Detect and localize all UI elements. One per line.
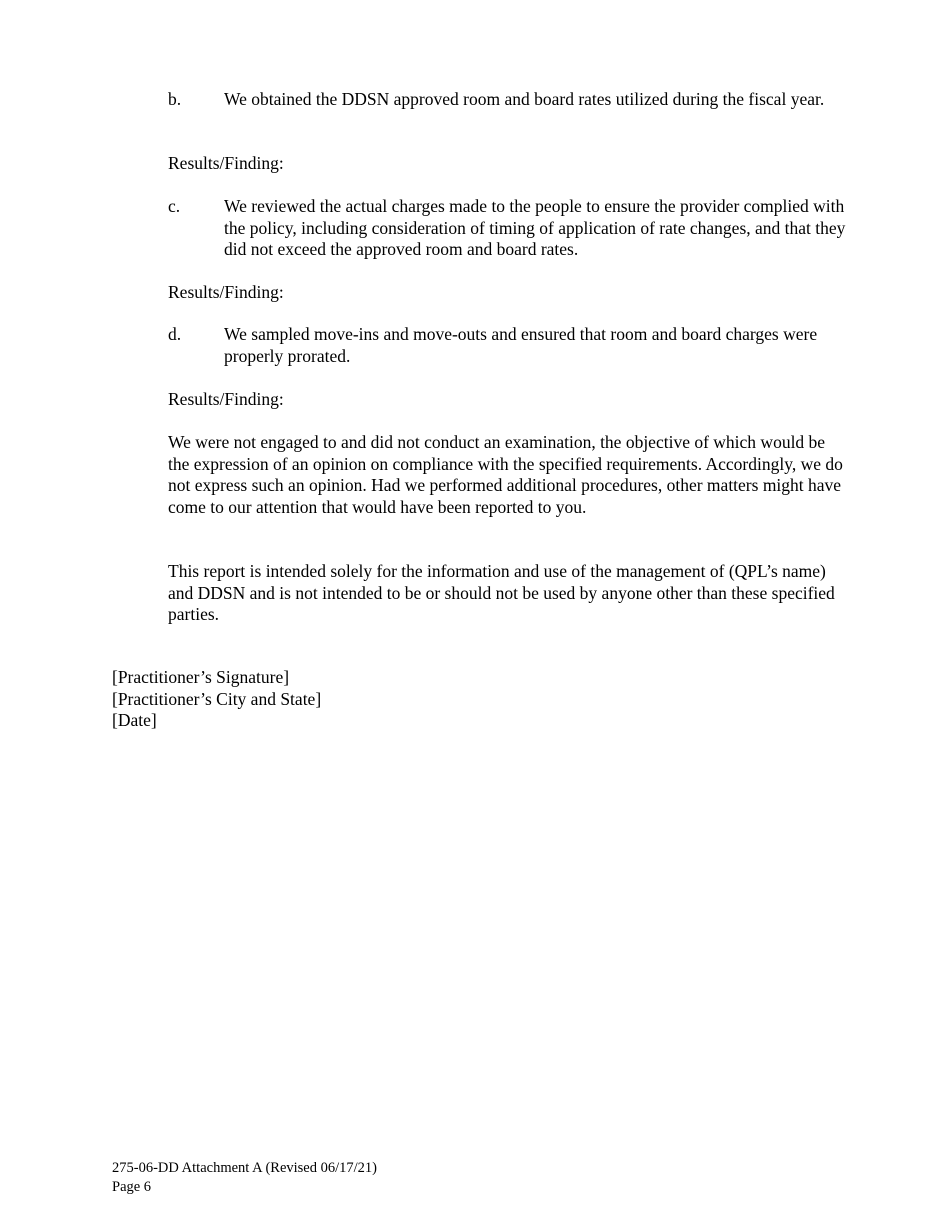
results-finding-label: Results/Finding:: [168, 153, 284, 173]
practitioner-signature: [Practitioner’s Signature]: [112, 667, 290, 687]
disclaimer-paragraph: We were not engaged to and did not conduct an examination, the objective of which would be the expression of an opinion on compliance with the specified requirements. Accordingly, we do not express such an opinion. Had we performed additional procedures, other matters might have come to our attention that would have been reported to you.: [168, 432, 843, 517]
practitioner-city-state: [Practitioner’s City and State]: [112, 689, 322, 709]
results-finding-label: Results/Finding:: [168, 389, 284, 409]
procedure-item-c: [168, 196, 848, 261]
footer-page-number: Page 6: [112, 1179, 152, 1195]
procedure-item-d: [168, 324, 848, 367]
item-label: c.: [168, 196, 181, 216]
report-date: [Date]: [112, 710, 157, 730]
item-text: We reviewed the actual charges made to the people to ensure the provider complied with the policy, including consideration of timing of application of rate changes, and that they did not exceed the approved room and board rates.: [224, 196, 846, 259]
item-text: We obtained the DDSN approved room and board rates utilized during the fiscal year.: [224, 89, 825, 109]
item-label: b.: [168, 89, 182, 109]
intended-use-paragraph: This report is intended solely for the information and use of the management of (QPL’s name) and DDSN and is not intended to be or should not be used by anyone other than these specified parties.: [168, 561, 835, 624]
item-text: We sampled move-ins and move-outs and ensured that room and board charges were properly prorated.: [224, 324, 818, 366]
footer-doc-id: 275-06-DD Attachment A (Revised 06/17/21): [112, 1160, 377, 1176]
procedure-item-b: [168, 89, 848, 111]
results-finding-label: Results/Finding:: [168, 282, 284, 302]
item-label: d.: [168, 324, 182, 344]
